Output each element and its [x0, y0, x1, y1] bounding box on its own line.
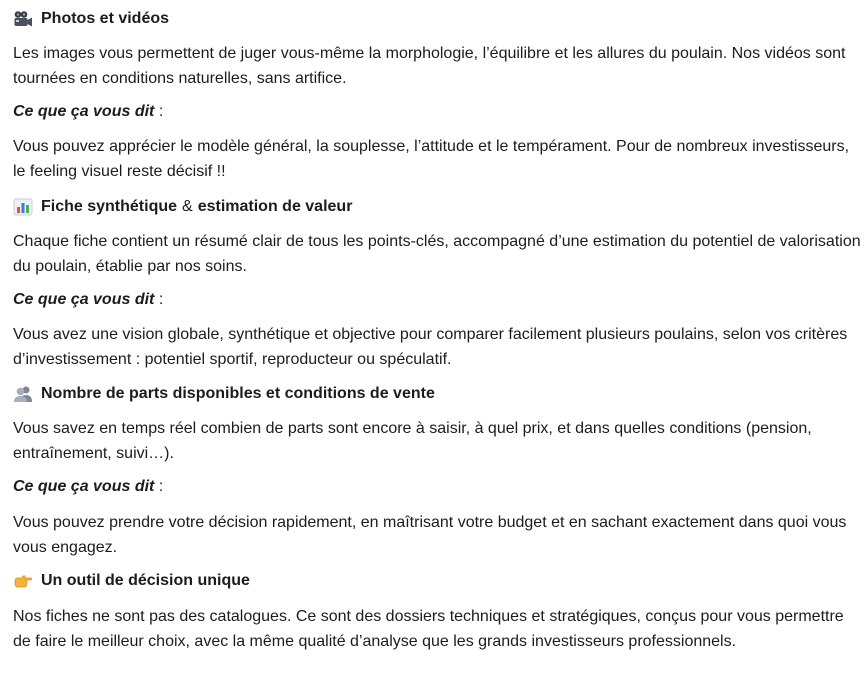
- callout-suffix: :: [154, 103, 164, 120]
- section-title-part1: Fiche synthétique: [41, 198, 178, 215]
- section-heading-parts: [13, 383, 435, 405]
- callout-label: Ce que ça vous dit: [13, 103, 155, 120]
- pointing-hand-icon: [13, 572, 33, 590]
- section-body: Chaque fiche contient un résumé clair de tous les points-clés, accompagné d’une estimation du potentiel de valorisation du poulain, établie par nos soins.: [13, 233, 861, 275]
- section-body: Vous savez en temps réel combien de parts sont encore à saisir, à quel prix, et dans quelles conditions (pension, entraînement, suivi…).: [13, 420, 812, 462]
- section-heading-fiche: [13, 196, 352, 218]
- busts-in-silhouette-icon: [13, 385, 33, 403]
- section-title: Un outil de décision unique: [41, 572, 250, 589]
- callout-label: Ce que ça vous dit: [13, 478, 155, 495]
- callout-line: [13, 101, 163, 123]
- section-heading-outil: [13, 570, 250, 592]
- section-body: Les images vous permettent de juger vous-même la morphologie, l’équilibre et les allures du poulain. Nos vidéos sont tournées en conditions naturelles, sans artifice.: [13, 45, 846, 87]
- section-title: Photos et vidéos: [41, 10, 170, 27]
- callout-label: Ce que ça vous dit: [13, 291, 155, 308]
- section-body: Nos fiches ne sont pas des catalogues. Ce sont des dossiers techniques et stratégiques, conçus pour vous permettre de faire le meilleur choix, avec la même qualité d’analyse que les grands investisseurs professionnels.: [13, 608, 844, 650]
- bar-chart-icon: [13, 198, 33, 216]
- movie-camera-icon: [13, 10, 33, 28]
- callout-body: Vous pouvez prendre votre décision rapidement, en maîtrisant votre budget et en sachant exactement dans quoi vous vous engagez.: [13, 514, 847, 556]
- callout-line: [13, 289, 163, 311]
- section-title: Nombre de parts disponibles et conditions de vente: [41, 385, 435, 402]
- section-heading-photos: [13, 8, 169, 30]
- callout-body: Vous pouvez apprécier le modèle général, la souplesse, l’attitude et le tempérament. Pour de nombreux investisseurs, le feeling visuel reste décisif !!: [13, 138, 850, 180]
- callout-body: Vous avez une vision globale, synthétique et objective pour comparer facilement plusieurs poulains, selon vos critères d’investissement : potentiel sportif, reproducteur ou spéculatif.: [13, 326, 848, 368]
- callout-suffix: :: [154, 478, 164, 495]
- title-ampersand: &: [182, 198, 193, 215]
- callout-suffix: :: [154, 291, 164, 308]
- section-title-part2: estimation de valeur: [197, 198, 353, 215]
- callout-line: [13, 476, 163, 498]
